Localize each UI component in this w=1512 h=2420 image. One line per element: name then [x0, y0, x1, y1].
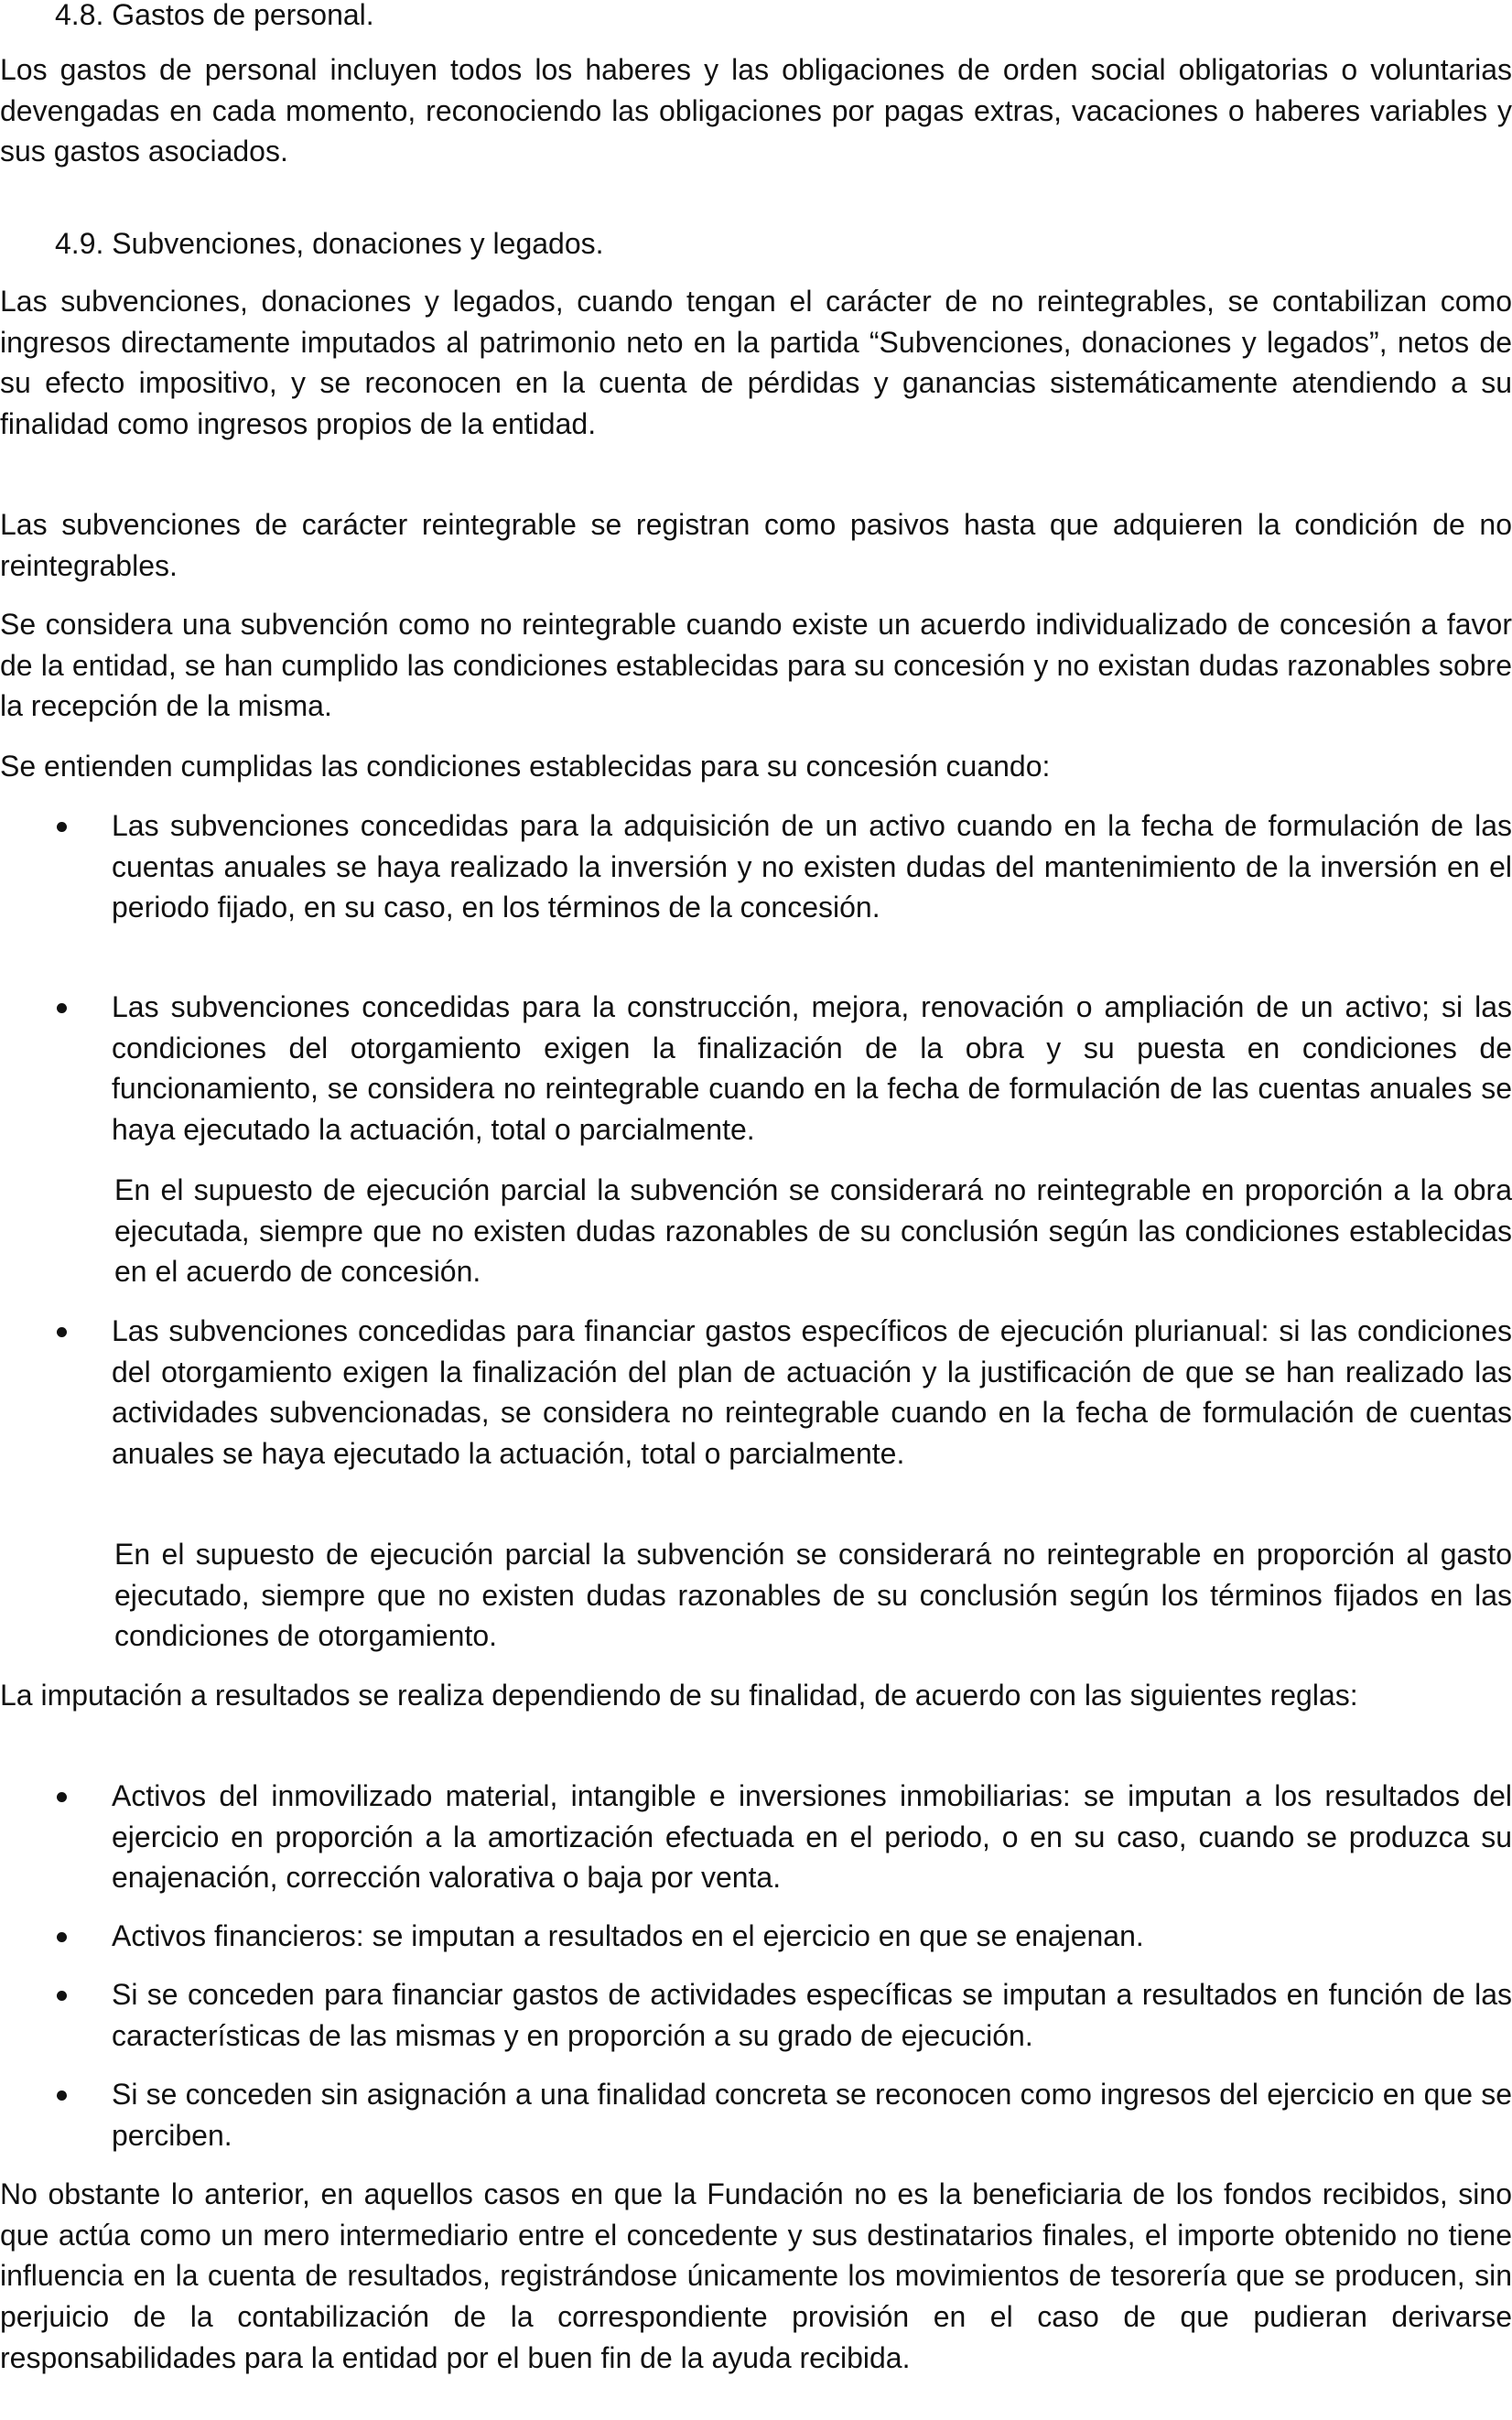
- bullet-icon: [57, 2090, 67, 2101]
- section-heading-gastos-personal: 4.8. Gastos de personal.: [55, 0, 374, 31]
- condition-text: Las subvenciones concedidas para la adquisición de un activo cuando en la fecha de formulación de las cuentas anuales se haya realizado la inversión y no existen dudas del mantenimiento de la inversión en el periodo fijado, en su caso, en los términos de la concesión.: [112, 809, 1512, 924]
- condition-note: En el supuesto de ejecución parcial la subvención se considerará no reintegrable en proporción a la obra ejecutada, siempre que no existen dudas razonables de su conclusión según las condiciones establecidas en el acuerdo de concesión.: [114, 1173, 1512, 1289]
- bullet-icon: [57, 822, 67, 832]
- condition-note: En el supuesto de ejecución parcial la subvención se considerará no reintegrable en proporción al gasto ejecutado, siempre que no existen dudas razonables de su conclusión según los términos fijados en las condiciones de otorgamiento.: [114, 1538, 1512, 1653]
- bullet-icon: [57, 1991, 67, 2001]
- paragraph-intermediario: No obstante lo anterior, en aquellos casos en que la Fundación no es la beneficiaria de los fondos recibidos, sino que actúa como un mero intermediario entre el concedente y sus destinatarios finales, el importe obtenido no tiene influencia en la cuenta de resultados, registrándose únicamente los movimientos de tesorería que se producen, sin perjuicio de la contabilización de la correspondiente provisión en el caso de que pudieran derivarse responsabilidades para la entidad por el buen fin de la ayuda recibida.: [0, 2177, 1512, 2374]
- bullet-icon: [57, 1327, 67, 1337]
- condition-text: Las subvenciones concedidas para financiar gastos específicos de ejecución plurianual: si las condiciones del otorgamiento exigen la finalización del plan de actuación y la justificación de que se han realizado las actividades subvencionadas, se considera no reintegrable cuando en la fecha de formulación de cuentas anuales se haya ejecutado la actuación, total o parcialmente.: [112, 1314, 1512, 1471]
- paragraph-imputacion-intro: La imputación a resultados se realiza dependiendo de su finalidad, de acuerdo con las siguientes reglas:: [0, 1679, 1358, 1712]
- condition-text: Las subvenciones concedidas para la construcción, mejora, renovación o ampliación de un activo; si las condiciones del otorgamiento exigen la finalización de la obra y su puesta en condiciones de funcionamiento, se considera no reintegrable cuando en la fecha de formulación de las cuentas anuales se haya ejecutado la actuación, total o parcialmente.: [112, 990, 1512, 1147]
- rule-text: Si se conceden para financiar gastos de actividades específicas se imputan a resultados en función de las características de las mismas y en proporción a su grado de ejecución.: [112, 1978, 1512, 2052]
- paragraph-subvenciones-reintegrables: Las subvenciones de carácter reintegrable se registran como pasivos hasta que adquieren la condición de no reintegrables.: [0, 508, 1512, 582]
- bullet-icon: [57, 1003, 67, 1013]
- rule-text: Activos financieros: se imputan a resultados en el ejercicio en que se enajenan.: [112, 1919, 1144, 1952]
- section-heading-subvenciones: 4.9. Subvenciones, donaciones y legados.: [55, 227, 604, 260]
- paragraph-criterio-no-reintegrable: Se considera una subvención como no reintegrable cuando existe un acuerdo individualizado de concesión a favor de la entidad, se han cumplido las condiciones establecidas para su concesión y no existan dudas razonables sobre la recepción de la misma.: [0, 608, 1512, 723]
- rule-text: Activos del inmovilizado material, intangible e inversiones inmobiliarias: se imputan a los resultados del ejercicio en proporción a la amortización efectuada en el periodo, o en su caso, cuando se produzca su enajenación, corrección valorativa o baja por venta.: [112, 1779, 1512, 1895]
- rule-text: Si se conceden sin asignación a una finalidad concreta se reconocen como ingresos del ejercicio en que se perciben.: [112, 2078, 1512, 2152]
- paragraph-subvenciones-no-reintegrables: Las subvenciones, donaciones y legados, cuando tengan el carácter de no reintegrables, se contabilizan como ingresos directamente imputados al patrimonio neto en la partida “Subvenciones, donaciones y legados”, netos de su efecto impositivo, y se reconocen en la cuenta de pérdidas y ganancias sistemáticamente atendiendo a su finalidad como ingresos propios de la entidad.: [0, 285, 1512, 441]
- paragraph-condiciones-intro: Se entienden cumplidas las condiciones establecidas para su concesión cuando:: [0, 750, 1051, 783]
- bullet-icon: [57, 1792, 67, 1802]
- paragraph-gastos-personal: Los gastos de personal incluyen todos los haberes y las obligaciones de orden social obligatorias o voluntarias devengadas en cada momento, reconociendo las obligaciones por pagas extras, vacaciones o haberes variables y sus gastos asociados.: [0, 53, 1512, 168]
- bullet-icon: [57, 1932, 67, 1942]
